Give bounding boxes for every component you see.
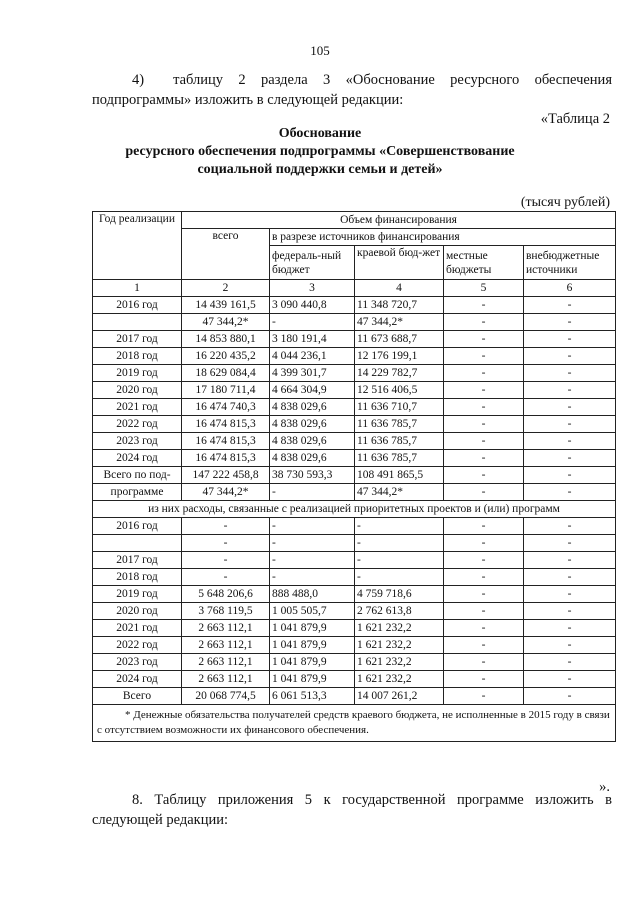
header-federal: федераль-ный бюджет [270, 246, 355, 280]
table-cell: 888 488,0 [270, 586, 355, 603]
table-cell: 11 636 785,7 [355, 416, 444, 433]
financing-table [92, 211, 616, 742]
table-row [93, 484, 616, 501]
table-cell: 12 176 199,1 [355, 348, 444, 365]
table-cell: 16 474 815,3 [182, 416, 270, 433]
table-row [93, 654, 616, 671]
table-cell: - [444, 518, 524, 535]
table-row [93, 569, 616, 586]
table-cell: - [524, 382, 616, 399]
table-cell: - [524, 671, 616, 688]
row-year: Всего по под- [93, 467, 182, 484]
table-row [93, 637, 616, 654]
table-cell: - [444, 297, 524, 314]
footnote: * Денежные обязательства получателей средств краевого бюджета, не исполненные в 2015 году в связи с отсутствием возможности их финансового обеспечения. [93, 705, 616, 742]
table-cell: 1 041 879,9 [270, 654, 355, 671]
header-by-source: в разрезе источников финансирования [270, 229, 616, 246]
table-cell: - [444, 603, 524, 620]
table-title-line-3: социальной поддержки семьи и детей» [197, 162, 443, 177]
column-number: 4 [355, 280, 444, 297]
table-cell: - [444, 688, 524, 705]
table-row [93, 433, 616, 450]
table-cell: 17 180 711,4 [182, 382, 270, 399]
table-row [93, 416, 616, 433]
table-cell: 20 068 774,5 [182, 688, 270, 705]
table-cell: - [524, 399, 616, 416]
table-cell: - [444, 348, 524, 365]
column-number-row [93, 280, 616, 297]
table-row [93, 331, 616, 348]
table-cell: 1 005 505,7 [270, 603, 355, 620]
column-number: 5 [444, 280, 524, 297]
table-cell: - [524, 348, 616, 365]
table-cell: - [524, 314, 616, 331]
row-year: 2023 год [93, 433, 182, 450]
table-cell: 4 838 029,6 [270, 450, 355, 467]
table-cell: 47 344,2* [182, 314, 270, 331]
row-year [93, 314, 182, 331]
table-cell: 3 768 119,5 [182, 603, 270, 620]
column-number: 6 [524, 280, 616, 297]
column-number: 2 [182, 280, 270, 297]
table-row [93, 467, 616, 484]
row-year: 2022 год [93, 637, 182, 654]
table-cell: - [444, 450, 524, 467]
table-cell: - [182, 535, 270, 552]
table-row [93, 382, 616, 399]
table-cell: - [270, 484, 355, 501]
table-cell: 16 220 435,2 [182, 348, 270, 365]
table-cell: - [270, 535, 355, 552]
table-cell: - [270, 314, 355, 331]
table-cell: 14 007 261,2 [355, 688, 444, 705]
paragraph-8: 8. Таблицу приложения 5 к государственной программе изложить в следующей редакции: [92, 792, 612, 828]
table-cell: - [444, 399, 524, 416]
row-year: 2022 год [93, 416, 182, 433]
priority-projects-subheader: из них расходы, связанные с реализацией приоритетных проектов и (или) программ [93, 501, 616, 518]
row-year [93, 535, 182, 552]
table-cell: - [444, 569, 524, 586]
table-cell: 2 663 112,1 [182, 620, 270, 637]
table-cell: 1 041 879,9 [270, 620, 355, 637]
table-row [93, 348, 616, 365]
table-reference: «Таблица 2 [540, 111, 610, 127]
table-cell: 16 474 740,3 [182, 399, 270, 416]
row-year: 2020 год [93, 382, 182, 399]
header-extra: внебюджетные источники [524, 246, 616, 280]
table-row [93, 297, 616, 314]
page-number: 105 [310, 43, 330, 58]
table-cell: 4 838 029,6 [270, 416, 355, 433]
table-cell: - [524, 620, 616, 637]
table-cell: 1 041 879,9 [270, 637, 355, 654]
table-cell: - [444, 416, 524, 433]
table-row [93, 518, 616, 535]
header-total: всего [182, 229, 270, 280]
table-cell: 3 090 440,8 [270, 297, 355, 314]
row-year: 2019 год [93, 365, 182, 382]
table-row [93, 535, 616, 552]
table-row [93, 399, 616, 416]
column-number: 1 [93, 280, 182, 297]
row-year: 2016 год [93, 518, 182, 535]
table-cell: - [524, 433, 616, 450]
paragraph-4: 4) таблицу 2 раздела 3 «Обоснование ресурсного обеспечения подпрограммы» изложить в следующей редакции: [92, 72, 612, 108]
table-cell: - [182, 552, 270, 569]
closing-quote: ». [599, 779, 610, 795]
table-cell: 1 621 232,2 [355, 620, 444, 637]
header-regional: краевой бюд-жет [355, 246, 444, 280]
table-cell: 4 759 718,6 [355, 586, 444, 603]
table-cell: - [524, 297, 616, 314]
row-year: программе [93, 484, 182, 501]
table-cell: - [444, 365, 524, 382]
table-cell: - [524, 331, 616, 348]
table-cell: - [355, 535, 444, 552]
table-cell: 4 664 304,9 [270, 382, 355, 399]
row-year: 2019 год [93, 586, 182, 603]
table-cell: 5 648 206,6 [182, 586, 270, 603]
table-cell: - [524, 637, 616, 654]
table-cell: - [355, 518, 444, 535]
table-cell: - [444, 535, 524, 552]
table-cell: - [182, 569, 270, 586]
table-cell: - [444, 654, 524, 671]
table-cell: 4 399 301,7 [270, 365, 355, 382]
table-cell: - [524, 416, 616, 433]
table-cell: - [444, 314, 524, 331]
table-cell: - [355, 552, 444, 569]
table-cell: 47 344,2* [182, 484, 270, 501]
row-year: 2020 год [93, 603, 182, 620]
table-cell: - [444, 433, 524, 450]
table-cell: - [444, 637, 524, 654]
table-cell: - [524, 569, 616, 586]
table-cell: 3 180 191,4 [270, 331, 355, 348]
row-year: 2018 год [93, 348, 182, 365]
table-cell: 11 636 710,7 [355, 399, 444, 416]
table-row [93, 688, 616, 705]
table-cell: - [524, 688, 616, 705]
row-year: 2021 год [93, 620, 182, 637]
table-cell: 47 344,2* [355, 484, 444, 501]
table-cell: - [524, 518, 616, 535]
table-cell: 18 629 084,4 [182, 365, 270, 382]
table-cell: - [444, 331, 524, 348]
row-year: Всего [93, 688, 182, 705]
table-row [93, 603, 616, 620]
units-label: (тысяч рублей) [520, 195, 610, 210]
row-year: 2024 год [93, 450, 182, 467]
table-cell: - [444, 467, 524, 484]
row-year: 2024 год [93, 671, 182, 688]
table-cell: 12 516 406,5 [355, 382, 444, 399]
table-cell: 4 838 029,6 [270, 399, 355, 416]
table-cell: 1 621 232,2 [355, 637, 444, 654]
row-year: 2017 год [93, 552, 182, 569]
table-cell: 16 474 815,3 [182, 433, 270, 450]
table-row [93, 450, 616, 467]
table-cell: 6 061 513,3 [270, 688, 355, 705]
table-cell: 16 474 815,3 [182, 450, 270, 467]
table-cell: 147 222 458,8 [182, 467, 270, 484]
header-volume: Объем финансирования [182, 212, 616, 229]
table-row [93, 620, 616, 637]
table-cell: 14 229 782,7 [355, 365, 444, 382]
table-cell: 11 348 720,7 [355, 297, 444, 314]
table-cell: - [444, 382, 524, 399]
table-row [93, 671, 616, 688]
table-cell: - [444, 620, 524, 637]
table-cell: 11 636 785,7 [355, 433, 444, 450]
table-cell: 47 344,2* [355, 314, 444, 331]
table-cell: - [524, 365, 616, 382]
table-cell: - [182, 518, 270, 535]
column-number: 3 [270, 280, 355, 297]
table-cell: - [270, 569, 355, 586]
table-cell: 4 838 029,6 [270, 433, 355, 450]
table-cell: 14 853 880,1 [182, 331, 270, 348]
row-year: 2023 год [93, 654, 182, 671]
table-cell: - [524, 586, 616, 603]
table-cell: - [524, 535, 616, 552]
table-cell: - [355, 569, 444, 586]
table-cell: 1 621 232,2 [355, 671, 444, 688]
table-cell: 1 621 232,2 [355, 654, 444, 671]
table-title-line-1: Обоснование [278, 126, 362, 141]
table-row [93, 586, 616, 603]
table-cell: 108 491 865,5 [355, 467, 444, 484]
table-cell: 38 730 593,3 [270, 467, 355, 484]
table-cell: 1 041 879,9 [270, 671, 355, 688]
table-cell: - [524, 603, 616, 620]
table-row [93, 552, 616, 569]
row-year: 2016 год [93, 297, 182, 314]
table-cell: 4 044 236,1 [270, 348, 355, 365]
table-cell: - [270, 552, 355, 569]
table-cell: - [524, 654, 616, 671]
row-year: 2017 год [93, 331, 182, 348]
table-cell: 11 673 688,7 [355, 331, 444, 348]
table-title-line-2: ресурсного обеспечения подпрограммы «Совершенствование [125, 144, 515, 159]
table-cell: - [444, 484, 524, 501]
table-row [93, 365, 616, 382]
table-cell: - [524, 552, 616, 569]
table-cell: 2 663 112,1 [182, 654, 270, 671]
header-local: местные бюджеты [444, 246, 524, 280]
table-cell: - [524, 467, 616, 484]
row-year: 2018 год [93, 569, 182, 586]
table-cell: 2 663 112,1 [182, 671, 270, 688]
table-cell: - [524, 450, 616, 467]
table-cell: - [444, 552, 524, 569]
table-cell: - [524, 484, 616, 501]
table-cell: - [444, 671, 524, 688]
table-cell: 11 636 785,7 [355, 450, 444, 467]
table-cell: 2 762 613,8 [355, 603, 444, 620]
table-row [93, 314, 616, 331]
header-year: Год реализации [93, 212, 182, 280]
table-cell: 2 663 112,1 [182, 637, 270, 654]
table-cell: - [270, 518, 355, 535]
row-year: 2021 год [93, 399, 182, 416]
table-cell: 14 439 161,5 [182, 297, 270, 314]
table-cell: - [444, 586, 524, 603]
